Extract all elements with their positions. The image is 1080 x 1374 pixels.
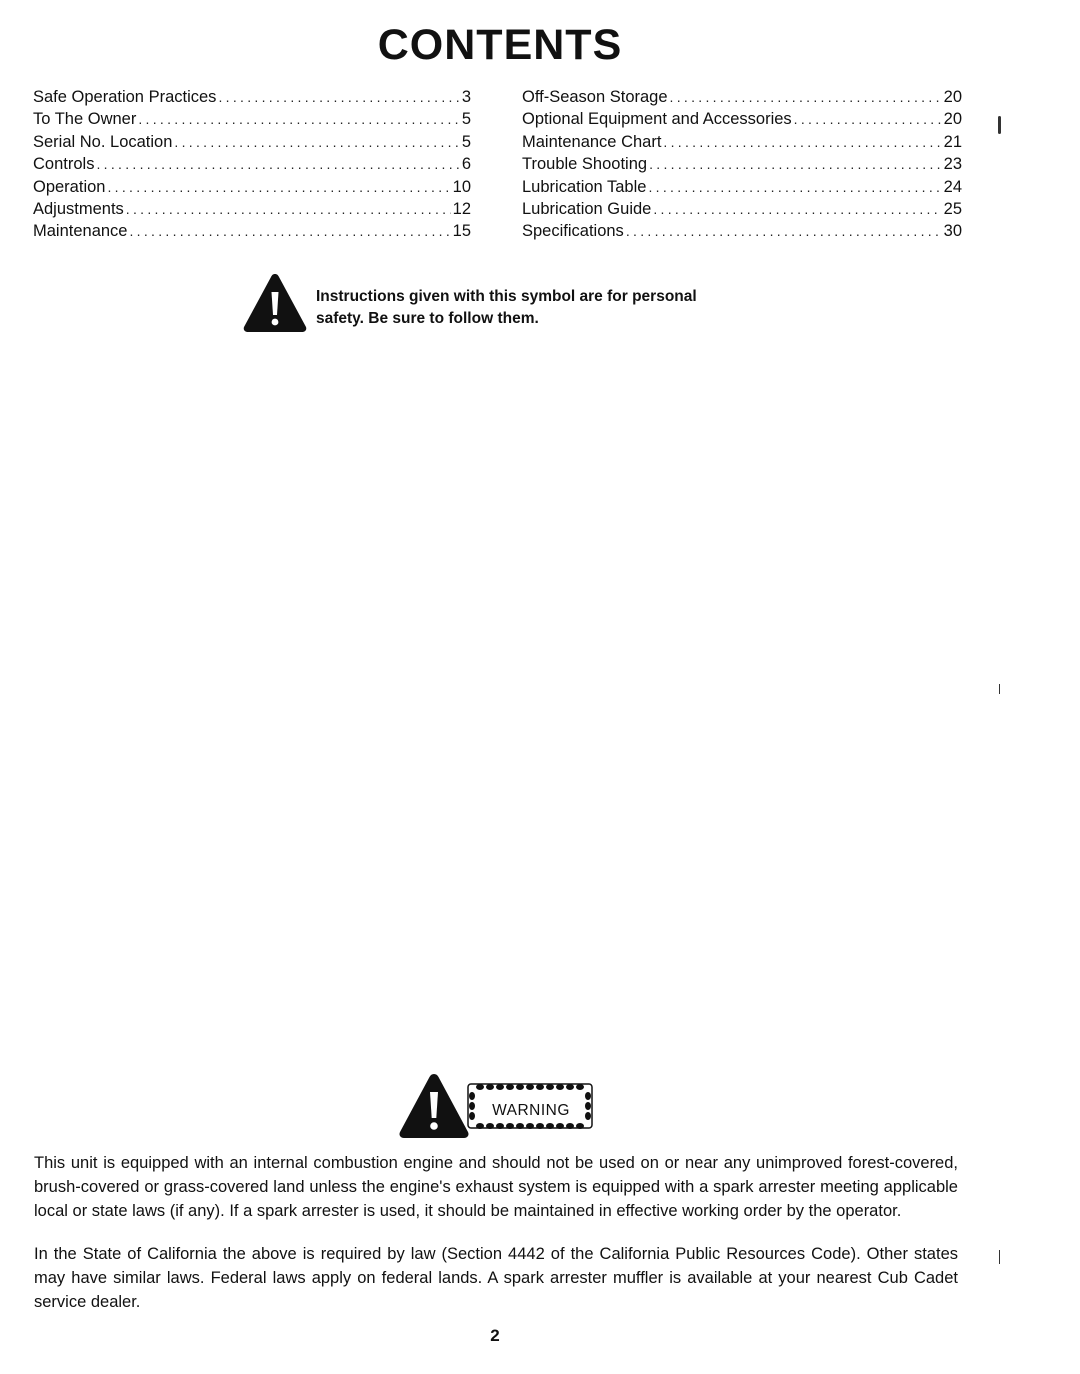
toc-leader-dots (138, 108, 459, 130)
toc-leader-dots (126, 198, 451, 220)
toc-leader-dots (663, 131, 941, 153)
toc-entry[interactable] (33, 131, 471, 153)
toc-leader-dots (794, 108, 942, 130)
toc-leader-dots (107, 176, 450, 198)
safety-note-line: Instructions given with this symbol are for personal (316, 288, 697, 305)
toc-label: Maintenance Chart (522, 132, 662, 151)
toc-label: Optional Equipment and Accessories (522, 110, 792, 129)
toc-label: Maintenance (33, 222, 128, 241)
toc-entry[interactable] (33, 220, 471, 242)
toc-entry[interactable] (522, 220, 962, 242)
toc-leader-dots (218, 86, 459, 108)
toc-entry[interactable] (522, 153, 962, 175)
toc-entry[interactable] (522, 108, 962, 130)
toc-leader-dots (649, 153, 942, 175)
margin-mark (999, 684, 1000, 694)
toc-page-number: 5 (461, 132, 471, 151)
margin-mark (999, 1250, 1000, 1264)
toc-entry[interactable] (522, 176, 962, 198)
toc-page-number: 30 (943, 222, 962, 241)
toc-page-number: 10 (452, 177, 471, 196)
toc-label: Specifications (522, 222, 624, 241)
toc-leader-dots (670, 86, 942, 108)
spark-arrester-paragraph: This unit is equipped with an internal combustion engine and should not be used on or near any unimproved forest-covered, brush-covered or grass-covered land unless the engine's exhaust system is equipped with a spark arrester meeting applicable local or state laws (if any). If a spark arrester is used, it should be maintained in effective working order by the operator. (34, 1154, 958, 1221)
toc-leader-dots (626, 220, 942, 242)
toc-page-number: 15 (452, 222, 471, 241)
toc-entry[interactable] (522, 198, 962, 220)
toc-entry[interactable] (33, 153, 471, 175)
warning-triangle-icon (242, 272, 308, 334)
toc-entry[interactable] (33, 198, 471, 220)
toc-leader-dots (648, 176, 941, 198)
toc-label: Serial No. Location (33, 132, 173, 151)
toc-label: Controls (33, 155, 95, 174)
safety-note-text (316, 286, 836, 330)
margin-mark (998, 116, 1001, 134)
toc-right-column (522, 86, 962, 243)
toc-entry[interactable] (33, 176, 471, 198)
toc-entry[interactable] (33, 86, 471, 108)
toc-leader-dots (129, 220, 450, 242)
toc-leader-dots (174, 131, 459, 153)
toc-page-number: 6 (461, 155, 471, 174)
toc-page-number: 24 (943, 177, 962, 196)
toc-label: Lubrication Guide (522, 199, 652, 218)
toc-label: Safe Operation Practices (33, 88, 217, 106)
toc-page-number: 20 (943, 110, 962, 129)
toc-page-number: 23 (943, 155, 962, 174)
toc-label: To The Owner (33, 110, 137, 129)
toc-label: Adjustments (33, 199, 124, 218)
toc-label: Trouble Shooting (522, 155, 648, 174)
warning-banner (398, 1072, 608, 1140)
toc-page-number: 3 (461, 88, 471, 106)
california-law-paragraph: In the State of California the above is required by law (Section 4442 of the California Public Resources Code). Other states may have similar laws. Federal laws apply on federal lands. A spark arrester muffler is available at your nearest Cub Cadet service dealer. (34, 1245, 958, 1312)
safety-note-line: safety. Be sure to follow them. (316, 310, 539, 327)
toc-label: Off-Season Storage (522, 88, 668, 106)
toc-leader-dots (96, 153, 459, 175)
toc-left-column (33, 86, 471, 243)
toc-page-number: 5 (461, 110, 471, 129)
toc-leader-dots (653, 198, 941, 220)
toc-entry[interactable] (522, 86, 962, 108)
page-number: 2 (490, 1326, 500, 1345)
toc-page-number: 25 (943, 199, 962, 218)
toc-label: Operation (33, 177, 106, 196)
toc-page-number: 21 (943, 132, 962, 151)
toc-page-number: 20 (943, 88, 962, 106)
toc-entry[interactable] (33, 108, 471, 130)
warning-label: WARNING (492, 1102, 570, 1119)
toc-page-number: 12 (452, 199, 471, 218)
warning-triangle-icon (398, 1072, 470, 1140)
toc-label: Lubrication Table (522, 177, 647, 196)
page-title: CONTENTS (377, 21, 623, 69)
toc-entry[interactable] (522, 131, 962, 153)
